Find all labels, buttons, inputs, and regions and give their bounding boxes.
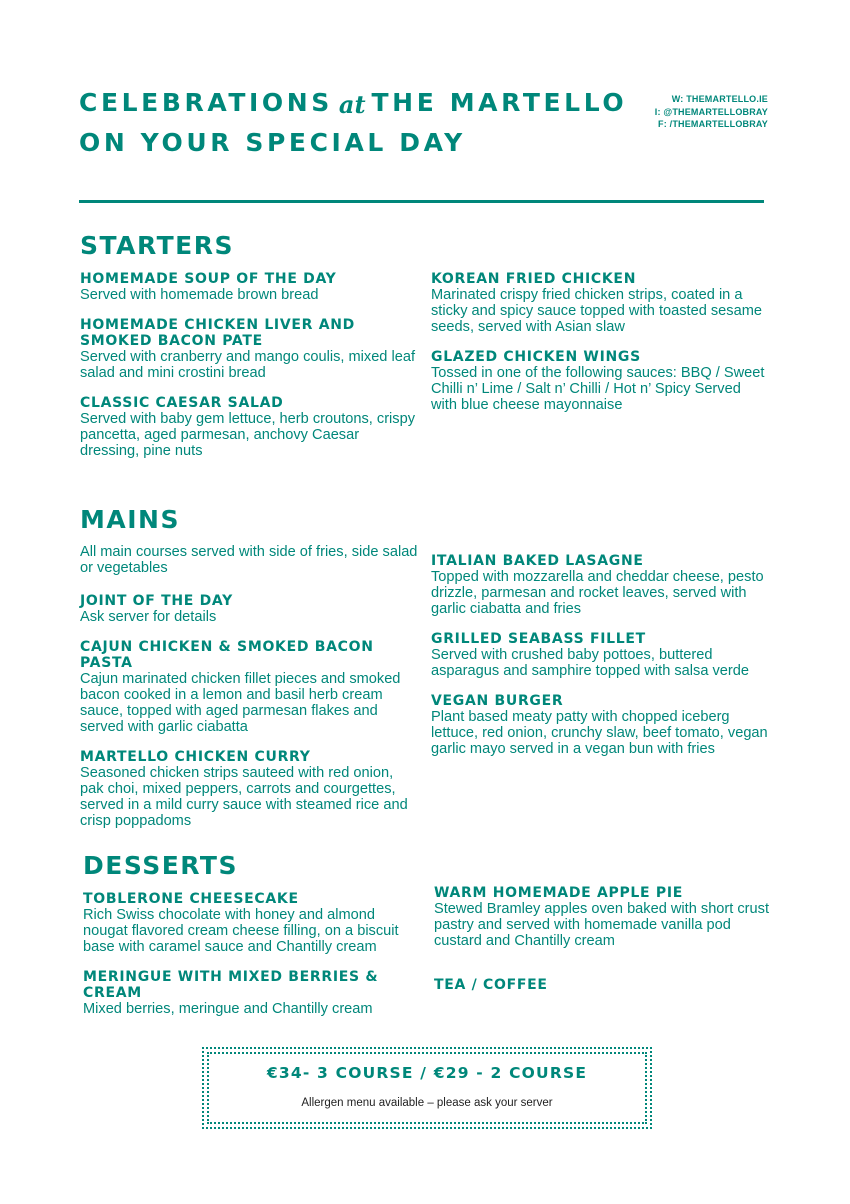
menu-item: [434, 977, 769, 993]
title-part2: THE MARTELLO: [371, 88, 628, 117]
item-description: Served with cranberry and mango coulis, mixed leaf salad and mini crostini bread: [80, 349, 416, 381]
price-label: €34- 3 COURSE / €29 - 2 COURSE: [266, 1064, 588, 1082]
mains-right-column: [431, 553, 771, 771]
menu-item: [431, 349, 766, 413]
item-title: ITALIAN BAKED LASAGNE: [431, 553, 644, 569]
menu-item: [431, 631, 771, 679]
contact-instagram[interactable]: I: @THEMARTELLOBRAY: [654, 106, 768, 117]
item-description: Served with baby gem lettuce, herb croutons, crispy pancetta, aged parmesan, anchovy Caesar dressing, pine nuts: [80, 411, 416, 459]
title-part1: CELEBRATIONS: [79, 88, 333, 117]
title-at: at: [338, 90, 366, 119]
menu-item: [80, 317, 420, 381]
page-title: [79, 88, 627, 118]
menu-item: [431, 693, 771, 757]
item-description: Ask server for details: [80, 609, 217, 625]
menu-item: [80, 395, 420, 459]
item-title: MERINGUE WITH MIXED BERRIES & CREAM: [83, 969, 379, 1001]
item-title: HOMEMADE CHICKEN LIVER AND SMOKED BACON PATE: [80, 317, 355, 349]
mains-heading: MAINS: [80, 505, 180, 534]
desserts-heading: DESSERTS: [83, 851, 238, 880]
starters-left-column: [80, 271, 420, 473]
item-description: Served with crushed baby pottoes, buttered asparagus and samphire topped with salsa verde: [431, 647, 750, 679]
item-title: MARTELLO CHICKEN CURRY: [80, 749, 311, 765]
item-description: Stewed Bramley apples oven baked with short crust pastry and served with homemade vanilla pod custard and Chantilly cream: [434, 901, 770, 949]
item-title: CAJUN CHICKEN & SMOKED BACON PASTA: [80, 639, 374, 671]
item-description: Served with homemade brown bread: [80, 287, 319, 303]
allergen-note: Allergen menu available – please ask your server: [301, 1097, 553, 1109]
mains-left-column: [80, 544, 420, 843]
item-description: Marinated crispy fried chicken strips, coated in a sticky and spicy sauce topped with toasted sesame seeds, served with Asian slaw: [431, 287, 762, 335]
item-description: Cajun marinated chicken fillet pieces and smoked bacon cooked in a lemon and basil herb cream sauce, topped with aged parmesan flakes and served with garlic ciabatta: [80, 671, 401, 735]
contact-info: [655, 93, 768, 131]
menu-item: [80, 593, 420, 625]
price-box: [207, 1052, 647, 1124]
starters-right-column: [431, 271, 766, 427]
menu-item: [431, 271, 766, 335]
item-title: CLASSIC CAESAR SALAD: [80, 395, 284, 411]
item-description: Seasoned chicken strips sauteed with red onion, pak choi, mixed peppers, carrots and courgettes, served in a mild curry sauce with steamed rice and crisp poppadoms: [80, 765, 408, 829]
desserts-right-column: [434, 885, 769, 1007]
contact-website[interactable]: W: THEMARTELLO.IE: [671, 94, 768, 104]
menu-item: [80, 749, 420, 829]
menu-item: [80, 271, 420, 303]
item-title: WARM HOMEMADE APPLE PIE: [434, 885, 684, 901]
item-description: Mixed berries, meringue and Chantilly cream: [83, 1001, 373, 1017]
item-title: HOMEMADE SOUP OF THE DAY: [80, 271, 337, 287]
item-title: KOREAN FRIED CHICKEN: [431, 271, 637, 287]
header-divider: [79, 200, 764, 203]
contact-facebook[interactable]: F: /THEMARTELLOBRAY: [658, 119, 768, 129]
item-title: JOINT OF THE DAY: [80, 593, 233, 609]
item-title: TEA / COFFEE: [434, 977, 548, 993]
item-description: Rich Swiss chocolate with honey and almond nougat flavored cream cheese filling, on a biscuit base with caramel sauce and Chantilly cream: [83, 907, 399, 955]
page-subtitle: ON YOUR SPECIAL DAY: [79, 128, 466, 157]
item-description: Topped with mozzarella and cheddar cheese, pesto drizzle, parmesan and rocket leaves, served with garlic ciabatta and fries: [431, 569, 764, 617]
menu-item: [83, 969, 418, 1017]
item-title: VEGAN BURGER: [431, 693, 564, 709]
item-title: GRILLED SEABASS FILLET: [431, 631, 646, 647]
mains-note: All main courses served with side of fries, side salad or vegetables: [80, 544, 418, 576]
item-description: Tossed in one of the following sauces: BBQ / Sweet Chilli n’ Lime / Salt n’ Chilli / Hot n’ Spicy Served with blue cheese mayonnaise: [431, 365, 765, 413]
item-description: Plant based meaty patty with chopped iceberg lettuce, red onion, crunchy slaw, beef tomato, vegan garlic mayo served in a vegan bun with fries: [431, 709, 768, 757]
menu-item: [434, 885, 769, 949]
menu-item: [83, 891, 418, 955]
starters-heading: STARTERS: [80, 231, 234, 260]
menu-item: [431, 553, 771, 617]
item-title: TOBLERONE CHEESECAKE: [83, 891, 299, 907]
desserts-left-column: [83, 891, 418, 1031]
menu-item: [80, 639, 420, 735]
item-title: GLAZED CHICKEN WINGS: [431, 349, 641, 365]
